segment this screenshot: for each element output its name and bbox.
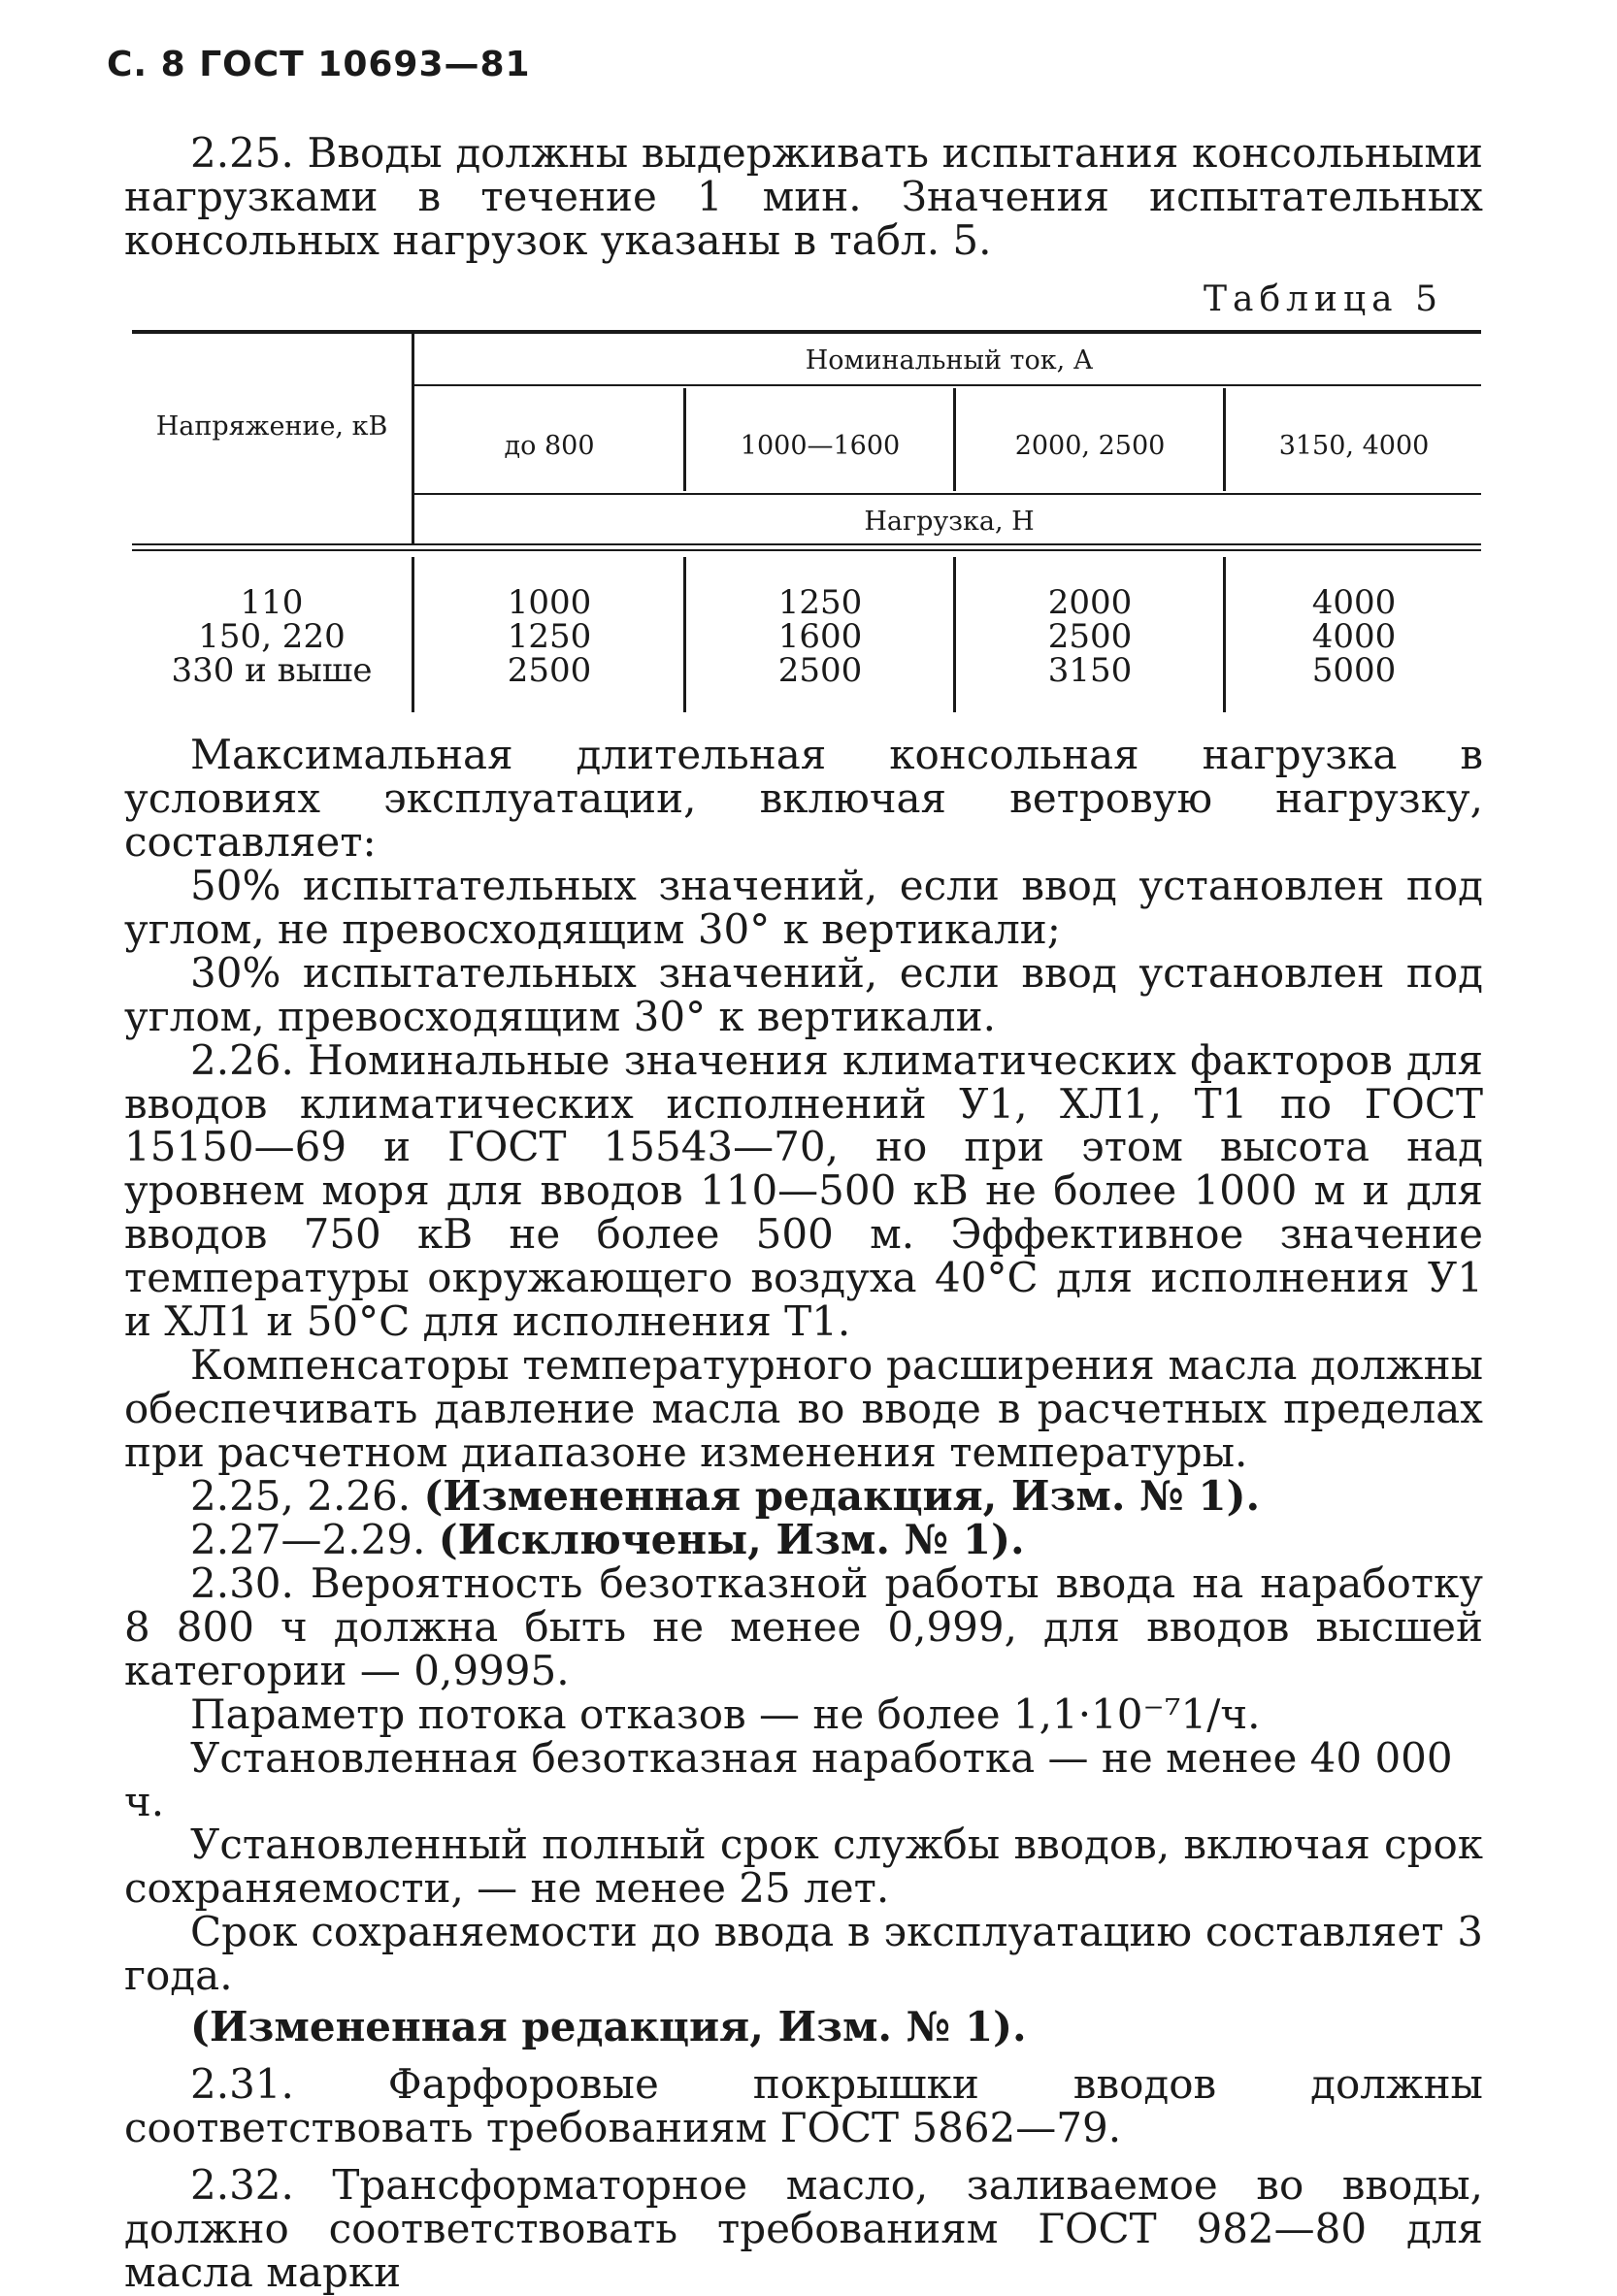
paragraph-2-30: 2.30. Вероятность безотказной работы ввода на наработку 8 800 ч должна быть не менее 0,999, для вводов высшей категории — 0,9995. (124, 1558, 1483, 1694)
table-load-rule (413, 493, 1481, 495)
table-vrule-body-0 (412, 557, 414, 712)
table-vrule-header-1 (683, 388, 686, 491)
table-vrule-header-0 (412, 334, 414, 543)
table-current-rule (413, 384, 1481, 386)
load-cell: 2500 (1047, 617, 1133, 656)
load-cell: 1250 (777, 583, 863, 622)
voltage-cell: 150, 220 (198, 617, 346, 656)
load-column-3 (957, 583, 1223, 690)
header-col-3: 2000, 2500 (1014, 431, 1166, 461)
header-voltage: Напряжение, кВ (155, 411, 388, 442)
table-vrule-header-2 (953, 388, 956, 491)
paragraph: Компенсаторы температурного расширения масла должны обеспечивать давление масла во вводе в расчетных пределах при расчетном диапазоне изменения температуры. (124, 1341, 1483, 1476)
paragraph: Установленная безотказная наработка — не менее 40 000 ч. (124, 1733, 1453, 1825)
excluded-ref: 2.27—2.29. (190, 1515, 439, 1563)
excluded-text: (Исключены, Изм. № 1). (438, 1515, 1025, 1563)
load-cell: 1250 (507, 617, 592, 656)
table-vrule-body-1 (683, 557, 686, 712)
excluded-note (124, 1515, 1483, 1563)
table-vrule-body-2 (953, 557, 956, 712)
load-column-1 (415, 583, 683, 690)
load-cell: 5000 (1311, 651, 1397, 690)
paragraph-2-25: 2.25. Вводы должны выдерживать испытания консольными нагрузками в течение 1 мин. Значения испытательных консольных нагрузок указаны в табл. 5. (124, 129, 1483, 264)
voltage-column (146, 583, 398, 690)
load-column-4 (1227, 583, 1481, 690)
load-cell: 2500 (777, 651, 863, 690)
table-vrule-body-3 (1223, 557, 1226, 712)
load-cell: 2500 (507, 651, 592, 690)
table-header-rule-2 (132, 549, 1481, 551)
header-rated-current: Номинальный ток, А (805, 345, 1094, 376)
paragraph: Максимальная длительная консольная нагрузка в условиях эксплуатации, включая ветровую нагрузку, составляет: (124, 731, 1483, 866)
load-cell: 4000 (1311, 617, 1397, 656)
page-header: С. 8 ГОСТ 10693—81 (107, 45, 531, 84)
body-text (124, 731, 1483, 2296)
load-cell: 2000 (1047, 583, 1133, 622)
amendment-note (124, 1471, 1483, 1520)
load-cell: 4000 (1311, 583, 1397, 622)
table-top-rule (132, 330, 1481, 334)
paragraph: 50% испытательных значений, если ввод установлен под углом, не превосходящим 30° к вертикали; (124, 861, 1483, 953)
table-header-rule-1 (132, 543, 1481, 545)
load-cell: 1000 (507, 583, 592, 622)
paragraph: Параметр потока отказов — не более 1,1·10⁻⁷1/ч. (190, 1689, 1261, 1738)
paragraph: Установленный полный срок службы вводов, включая срок сохраняемости, — не менее 25 лет. (124, 1820, 1483, 1913)
load-cell: 3150 (1047, 651, 1133, 690)
load-cell: 1600 (777, 617, 863, 656)
voltage-cell: 110 (240, 583, 304, 622)
load-column-2 (687, 583, 953, 690)
paragraph: 30% испытательных значений, если ввод установлен под углом, превосходящим 30° к вертикали. (124, 948, 1483, 1040)
table-title: Таблица 5 (1204, 279, 1443, 319)
header-load: Нагрузка, Н (864, 507, 1035, 537)
paragraph-2-26: 2.26. Номинальные значения климатических факторов для вводов климатических исполнений У1, ХЛ1, Т1 по ГОСТ 15150—69 и ГОСТ 15543—70, но при этом высота над уровнем моря для вводов 110—500 кВ не более 1000 м и для вводов 750 кВ не более 500 м. Эффективное значение температуры окружающего воздуха 40°С для исполнения У1 и ХЛ1 и 50°С для исполнения Т1. (124, 1035, 1483, 1346)
header-col-4: 3150, 4000 (1278, 431, 1430, 461)
amendment-note-2: (Измененная редакция, Изм. № 1). (190, 2003, 1027, 2051)
paragraph-2-31: 2.31. Фарфоровые покрышки вводов должны соответствовать требованиям ГОСТ 5862—79. (124, 2060, 1483, 2152)
table-5 (0, 0, 1617, 738)
voltage-cell: 330 и выше (171, 651, 373, 690)
amendment-ref: 2.25, 2.26. (190, 1471, 424, 1520)
amendment-text: (Измененная редакция, Изм. № 1). (423, 1471, 1261, 1520)
header-col-1: до 800 (504, 431, 595, 461)
table-vrule-header-3 (1223, 388, 1226, 491)
paragraph: Срок сохраняемости до ввода в эксплуатацию составляет 3 года. (124, 1908, 1483, 2000)
header-col-2: 1000—1600 (740, 431, 901, 461)
paragraph-2-32: 2.32. Трансформаторное масло, заливаемое во вводы, должно соответствовать требованиям ГОСТ 982—80 для масла марки (124, 2161, 1483, 2296)
